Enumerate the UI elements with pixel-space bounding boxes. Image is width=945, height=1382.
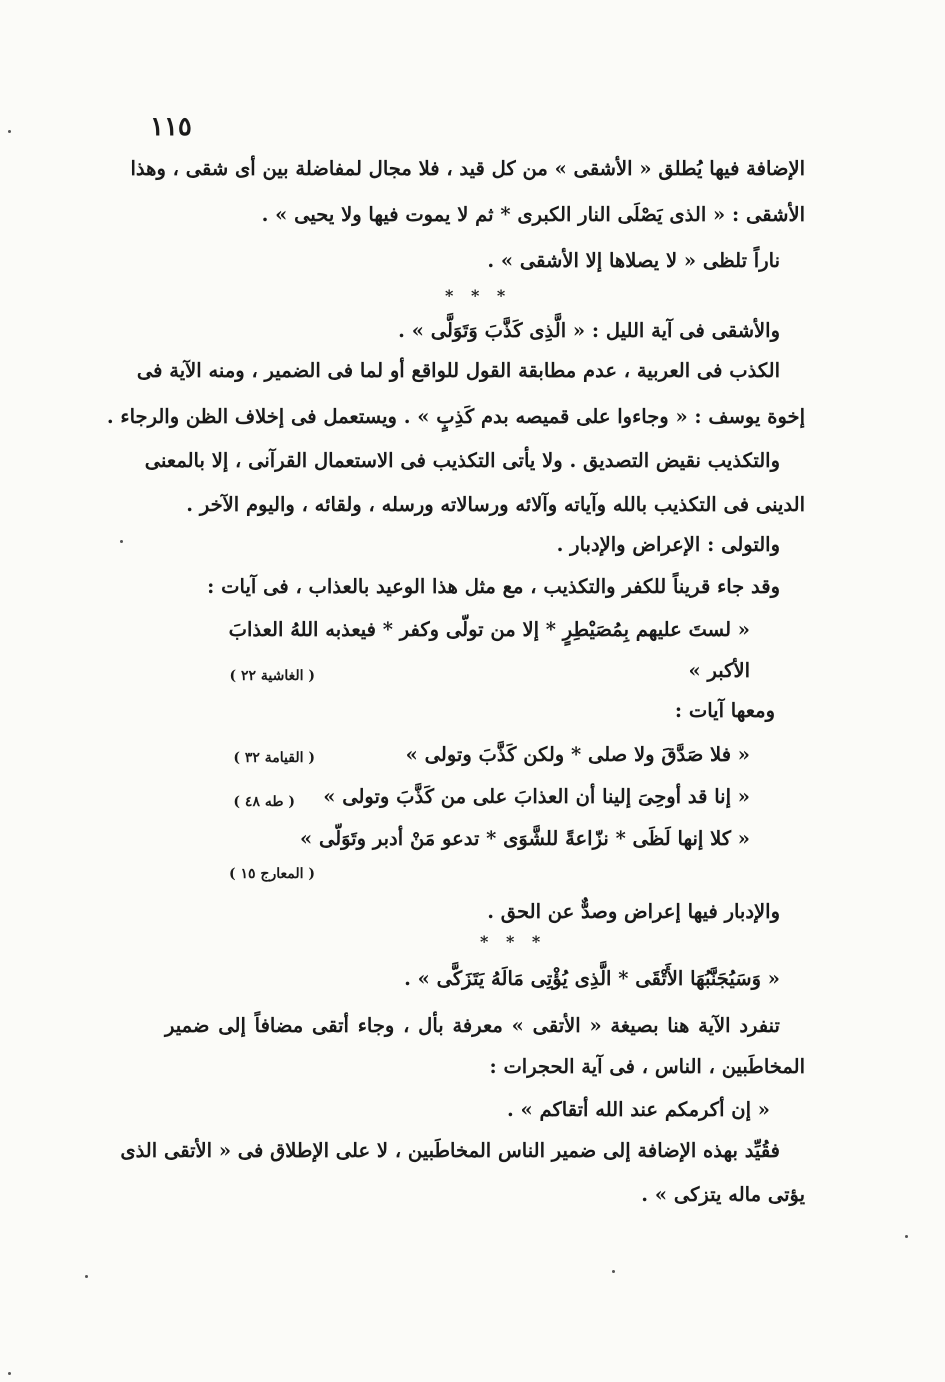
scan-speck: [8, 1372, 11, 1375]
page-number: ١١٥: [150, 112, 192, 142]
scan-speck: [8, 130, 11, 133]
quote-line: « كلا إنها لَظَى * نزّاعةً للشَّوَى * تدعو مَنْ أدبر وتَوَلّى »: [299, 827, 750, 850]
verse-citation: ( المعارج ١٥ ): [229, 866, 315, 882]
text-line: والأشقى فى آية الليل : « الَّذِى كَذَّبَ وَتَوَلَّى » .: [398, 319, 780, 342]
quote-line: « إنا قد أوحِىَ إلينا أن العذابَ على من كَذَّبَ وتولى »: [323, 785, 750, 808]
scan-speck: [85, 1275, 88, 1278]
quote-line: « وَسَيُجَنَّبُهَا الأَتْقَى * الَّذِى يُؤْتِى مَالَهُ يَتَزَكَّى » .: [404, 967, 780, 990]
text-line: والتكذيب نقيض التصديق . ولا يأتى التكذيب فى الاستعمال القرآنى ، إلا بالمعنى: [144, 449, 780, 472]
quote-line: « فلا صَدَّقَ ولا صلى * ولكن كَذَّبَ وتولى »: [405, 743, 750, 766]
text-line: المخاطَبين ، الناس ، فى آية الحجرات :: [489, 1055, 805, 1078]
text-line: يؤتى ماله يتزكى » .: [641, 1183, 805, 1206]
scan-speck: [612, 1270, 615, 1273]
verse-citation: ( القيامة ٣٢ ): [233, 750, 315, 766]
quote-line: الأكبر »: [688, 659, 750, 682]
verse-citation: ( طه ٤٨ ): [233, 794, 295, 810]
scan-speck: [120, 540, 123, 543]
text-line: ناراً تلظى « لا يصلاها إلا الأشقى » .: [487, 249, 780, 272]
section-separator: * * *: [480, 932, 547, 951]
text-line: تنفرد الآية هنا بصيغة « الأتقى » معرفة بأل ، وجاء أتقى مضافاً إلى ضمير: [165, 1014, 780, 1037]
text-line: الأشقى : « الذى يَصْلَى النار الكبرى * ثم لا يموت فيها ولا يحيى » .: [261, 203, 805, 226]
text-line: فقُيِّد بهذه الإضافة إلى ضمير الناس المخاطَبين ، لا على الإطلاق فى « الأتقى الذى: [120, 1139, 780, 1162]
scan-speck: [905, 1235, 908, 1238]
text-line: والتولى : الإعراض والإدبار .: [556, 533, 780, 556]
text-line: إخوة يوسف : « وجاءوا على قميصه بدم كَذِبٍ » . ويستعمل فى إخلاف الظن والرجاء .: [106, 405, 805, 428]
quote-line: « لستَ عليهم بِمُصَيْطِرٍ * إلا من تولّى وكفر * فيعذبه اللهُ العذابَ: [228, 618, 750, 641]
text-line: الإضافة فيها يُطلق « الأشقى » من كل قيد ، فلا مجال لمفاضلة بين أى شقى ، وهذا: [130, 157, 805, 180]
verse-citation: ( الغاشية ٢٢ ): [229, 668, 315, 684]
text-line: وقد جاء قريناً للكفر والتكذيب ، مع مثل هذا الوعيد بالعذاب ، فى آيات :: [207, 575, 780, 598]
text-line: والإدبار فيها إعراض وصدٌّ عن الحق .: [487, 900, 780, 923]
text-line: ومعها آيات :: [674, 699, 775, 722]
text-line: الكذب فى العربية ، عدم مطابقة القول للواقع أو لما فى الضمير ، ومنه الآية فى: [136, 359, 780, 382]
section-separator: * * *: [445, 286, 512, 305]
text-line: الدينى فى التكذيب بالله وآياته وآلائه ورسالاته ورسله ، ولقائه ، واليوم الآخر .: [186, 493, 805, 516]
quote-line: « إن أكرمكم عند الله أتقاكم » .: [506, 1098, 770, 1121]
